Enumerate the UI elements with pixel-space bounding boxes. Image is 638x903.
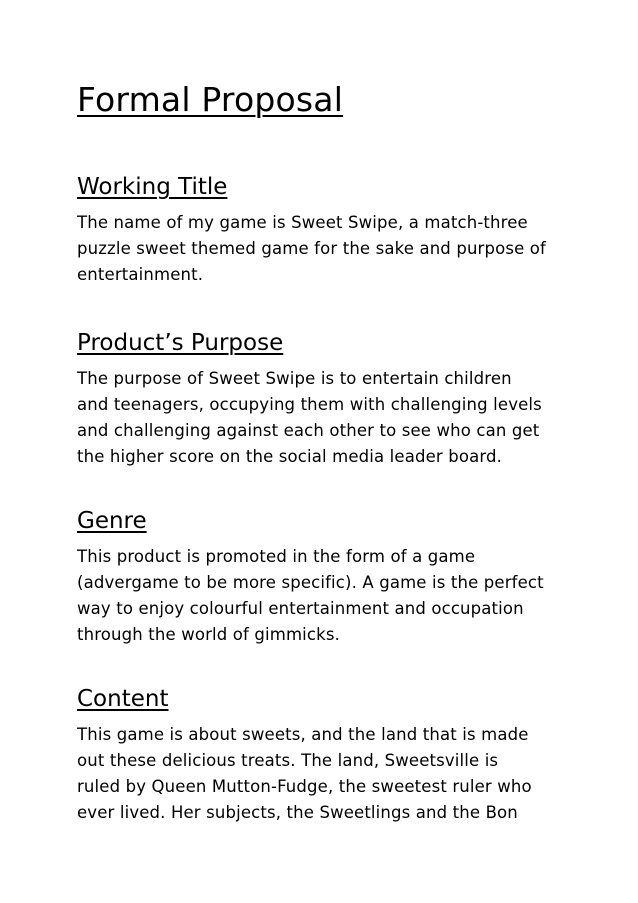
section-paragraph xyxy=(77,722,577,826)
paragraph-line: ever lived. Her subjects, the Sweetlings and the Bon xyxy=(77,803,518,822)
paragraph-line: the higher score on the social media leader board. xyxy=(77,447,502,466)
paragraph-line: puzzle sweet themed game for the sake and purpose of xyxy=(77,239,547,258)
paragraph-line: entertainment. xyxy=(77,265,204,284)
paragraph-line: The name of my game is Sweet Swipe, a match-three xyxy=(77,213,528,232)
paragraph-line: way to enjoy colourful entertainment and occupation xyxy=(77,599,524,618)
section-content xyxy=(77,684,577,826)
section-heading: Product’s Purpose xyxy=(77,330,284,356)
paragraph-line: ruled by Queen Mutton-Fudge, the sweetest ruler who xyxy=(77,777,532,796)
section-paragraph xyxy=(77,544,577,648)
section-genre xyxy=(77,506,577,648)
section-heading: Genre xyxy=(77,508,147,534)
section-working-title xyxy=(77,172,577,288)
paragraph-line: (advergame to be more specific). A game is the perfect xyxy=(77,573,544,592)
paragraph-line: and challenging against each other to see who can get xyxy=(77,421,540,440)
section-heading: Working Title xyxy=(77,174,228,200)
section-paragraph xyxy=(77,210,577,288)
section-heading: Content xyxy=(77,686,169,712)
paragraph-line: through the world of gimmicks. xyxy=(77,625,340,644)
section-paragraph xyxy=(77,366,577,470)
paragraph-line: and teenagers, occupying them with challenging levels xyxy=(77,395,542,414)
paragraph-line: This product is promoted in the form of a game xyxy=(77,547,476,566)
paragraph-line: The purpose of Sweet Swipe is to entertain children xyxy=(77,369,512,388)
paragraph-line: This game is about sweets, and the land that is made xyxy=(77,725,529,744)
document-title: Formal Proposal xyxy=(77,80,344,119)
section-products-purpose xyxy=(77,328,577,470)
paragraph-line: out these delicious treats. The land, Sweetsville is xyxy=(77,751,499,770)
